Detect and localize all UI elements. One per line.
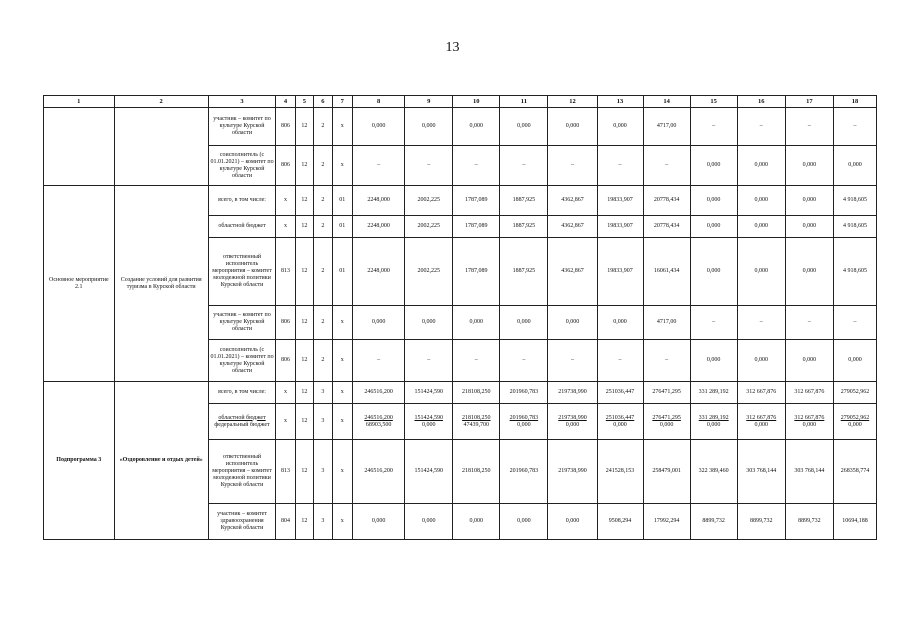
value-cell: 258479,001	[643, 440, 690, 504]
value-cell	[500, 404, 548, 440]
code-cell: 12	[295, 146, 313, 186]
code-cell: х	[332, 440, 352, 504]
table-row	[44, 108, 877, 146]
column-header: 13	[597, 96, 643, 108]
value-cell: –	[737, 108, 785, 146]
value-cell: 0,000	[690, 216, 737, 238]
value-cell: –	[500, 340, 548, 382]
value-cell: 4362,867	[548, 216, 597, 238]
column-header: 15	[690, 96, 737, 108]
value-cell: 0,000	[405, 504, 453, 540]
value-cell: 0,000	[352, 108, 404, 146]
value-cell: 4362,867	[548, 186, 597, 216]
program-name-cell: «Оздоровление и отдых детей»	[114, 382, 208, 540]
code-cell: х	[332, 146, 352, 186]
value-cell: 0,000	[737, 238, 785, 306]
column-header: 17	[785, 96, 833, 108]
value-cell: 246516,200	[352, 382, 404, 404]
value-cell: –	[597, 146, 643, 186]
value-cell: 8899,732	[737, 504, 785, 540]
value-cell: 0,000	[737, 216, 785, 238]
table-row	[44, 186, 877, 216]
column-header: 18	[833, 96, 876, 108]
value-cell: 312 667,876	[737, 382, 785, 404]
value-primary: 201960,783	[509, 414, 539, 421]
code-cell: х	[332, 404, 352, 440]
value-cell: 0,000	[405, 108, 453, 146]
column-header: 10	[453, 96, 500, 108]
responsible-cell: соисполнитель (с 01.01.2021) – комитет по культуре Курской области	[208, 340, 276, 382]
value-cell: 4717,00	[643, 306, 690, 340]
value-cell: 0,000	[597, 108, 643, 146]
code-cell: 2	[314, 186, 332, 216]
value-secondary: 0,000	[706, 421, 721, 428]
page-number: 13	[445, 40, 460, 55]
responsible-cell: всего, в том числе:	[208, 186, 276, 216]
code-cell: 3	[314, 440, 332, 504]
code-cell: 12	[295, 340, 313, 382]
code-cell: 806	[276, 146, 295, 186]
column-header: 9	[405, 96, 453, 108]
column-header: 6	[314, 96, 332, 108]
code-cell: 01	[332, 238, 352, 306]
value-cell: 2248,000	[352, 186, 404, 216]
value-cell: 0,000	[833, 146, 876, 186]
code-cell: х	[332, 108, 352, 146]
value-cell: 0,000	[690, 238, 737, 306]
value-cell: –	[833, 108, 876, 146]
value-cell: 2002,225	[405, 238, 453, 306]
responsible-cell: участник – комитет по культуре Курской области	[208, 108, 276, 146]
program-name-cell: Создание условий для развития туризма в Курской области	[114, 186, 208, 382]
value-cell: 1887,925	[500, 186, 548, 216]
code-cell: х	[332, 504, 352, 540]
value-cell: 0,000	[548, 306, 597, 340]
value-cell: 0,000	[690, 340, 737, 382]
value-cell: 8899,732	[690, 504, 737, 540]
value-cell: 16061,434	[643, 238, 690, 306]
value-cell: 151424,590	[405, 382, 453, 404]
value-cell: 322 389,460	[690, 440, 737, 504]
value-cell: 4 918,605	[833, 186, 876, 216]
value-cell: 1787,089	[453, 216, 500, 238]
value-cell: 1887,925	[500, 238, 548, 306]
value-cell: 10694,188	[833, 504, 876, 540]
code-cell: 3	[314, 504, 332, 540]
code-cell: 2	[314, 306, 332, 340]
value-cell: 0,000	[737, 146, 785, 186]
value-cell: 4362,867	[548, 238, 597, 306]
value-cell: 19833,907	[597, 186, 643, 216]
code-cell: 12	[295, 306, 313, 340]
value-cell: 0,000	[405, 306, 453, 340]
value-cell: 218108,250	[453, 440, 500, 504]
value-primary: 251036,447	[605, 414, 635, 421]
value-secondary: 0,000	[613, 421, 627, 428]
value-cell: 268358,774	[833, 440, 876, 504]
value-cell: 0,000	[500, 108, 548, 146]
value-cell: 0,000	[690, 186, 737, 216]
value-cell: 9508,294	[597, 504, 643, 540]
value-cell: 0,000	[500, 504, 548, 540]
value-cell: 4 918,605	[833, 238, 876, 306]
value-cell: 2248,000	[352, 216, 404, 238]
responsible-cell: областной бюджет	[208, 216, 276, 238]
value-cell: 1887,925	[500, 216, 548, 238]
value-cell: 2248,000	[352, 238, 404, 306]
code-cell: х	[276, 216, 295, 238]
code-cell: 2	[314, 146, 332, 186]
value-cell: 0,000	[352, 306, 404, 340]
value-cell: –	[405, 146, 453, 186]
value-cell: –	[500, 146, 548, 186]
responsible-cell: участник – комитет здравоохранения Курской области	[208, 504, 276, 540]
program-status-cell	[44, 108, 115, 186]
value-primary: 331 289,192	[698, 414, 729, 421]
budget-table	[43, 95, 877, 540]
value-secondary: 0,000	[848, 421, 862, 428]
value-primary: 246516,200	[364, 414, 393, 421]
value-cell: 246516,200	[352, 440, 404, 504]
value-cell: 0,000	[785, 146, 833, 186]
value-primary: 312 667,876	[746, 414, 777, 421]
code-cell: х	[332, 382, 352, 404]
value-cell: 279052,962	[833, 382, 876, 404]
value-primary: 312 667,876	[794, 414, 825, 421]
value-cell	[737, 404, 785, 440]
value-cell: 219738,990	[548, 382, 597, 404]
value-cell: 0,000	[548, 504, 597, 540]
value-secondary: 0,000	[421, 421, 436, 428]
value-cell: –	[785, 108, 833, 146]
value-cell	[352, 404, 404, 440]
code-cell: 2	[314, 238, 332, 306]
value-cell: 17992,294	[643, 504, 690, 540]
value-cell	[785, 404, 833, 440]
code-cell: 12	[295, 186, 313, 216]
responsible-cell: областной бюджет федеральный бюджет	[208, 404, 276, 440]
code-cell: 12	[295, 108, 313, 146]
value-cell: –	[453, 340, 500, 382]
responsible-cell: ответственный исполнитель мероприятия – комитет молодежной политики Курской области	[208, 440, 276, 504]
code-cell: 3	[314, 382, 332, 404]
code-cell: х	[276, 404, 295, 440]
code-cell: 12	[295, 404, 313, 440]
value-cell: 0,000	[453, 504, 500, 540]
value-cell: 151424,590	[405, 440, 453, 504]
code-cell: 3	[314, 404, 332, 440]
column-header: 7	[332, 96, 352, 108]
code-cell: 806	[276, 306, 295, 340]
column-header: 8	[352, 96, 404, 108]
value-secondary: 0,000	[517, 421, 531, 428]
value-cell: 1787,089	[453, 186, 500, 216]
value-cell: 219738,990	[548, 440, 597, 504]
value-cell: 0,000	[833, 340, 876, 382]
value-cell: –	[352, 340, 404, 382]
value-cell: 201960,783	[500, 440, 548, 504]
value-cell: 1787,089	[453, 238, 500, 306]
value-cell: –	[785, 306, 833, 340]
responsible-cell: всего, в том числе:	[208, 382, 276, 404]
value-cell: –	[597, 340, 643, 382]
value-cell: 0,000	[785, 340, 833, 382]
value-cell: 0,000	[453, 108, 500, 146]
program-status-cell: Подпрограмма 3	[44, 382, 115, 540]
value-cell: 0,000	[785, 186, 833, 216]
value-cell: –	[405, 340, 453, 382]
value-cell	[405, 404, 453, 440]
column-header: 12	[548, 96, 597, 108]
value-cell: 303 768,144	[737, 440, 785, 504]
code-cell: х	[276, 186, 295, 216]
value-primary: 279052,962	[840, 414, 870, 421]
program-status-cell: Основное мероприятие 2.1	[44, 186, 115, 382]
code-cell: 01	[332, 186, 352, 216]
column-header: 3	[208, 96, 276, 108]
value-secondary: 0,000	[659, 421, 674, 428]
value-cell: 241528,153	[597, 440, 643, 504]
responsible-cell: ответственный исполнитель мероприятия – комитет молодежной политики Курской области	[208, 238, 276, 306]
code-cell: 12	[295, 382, 313, 404]
code-cell: 2	[314, 216, 332, 238]
code-cell: х	[332, 306, 352, 340]
value-cell: –	[548, 340, 597, 382]
value-cell: 0,000	[500, 306, 548, 340]
value-primary: 219738,990	[558, 414, 587, 421]
code-cell: 813	[276, 238, 295, 306]
column-header: 14	[643, 96, 690, 108]
value-cell: –	[690, 306, 737, 340]
value-secondary: 0,000	[754, 421, 768, 428]
value-cell: 0,000	[785, 216, 833, 238]
value-cell: 218108,250	[453, 382, 500, 404]
value-cell: 276471,295	[643, 382, 690, 404]
code-cell: 12	[295, 216, 313, 238]
value-primary: 151424,590	[414, 414, 443, 421]
value-cell	[453, 404, 500, 440]
value-cell	[690, 404, 737, 440]
code-cell: 2	[314, 108, 332, 146]
value-cell: –	[453, 146, 500, 186]
value-cell	[833, 404, 876, 440]
value-cell: 8899,732	[785, 504, 833, 540]
value-secondary: 0,000	[565, 421, 580, 428]
value-cell: 19833,907	[597, 216, 643, 238]
value-cell: 0,000	[785, 238, 833, 306]
value-cell	[548, 404, 597, 440]
value-cell: –	[548, 146, 597, 186]
value-cell: 331 289,192	[690, 382, 737, 404]
value-cell: 20778,434	[643, 186, 690, 216]
value-primary: 218108,250	[462, 414, 491, 421]
value-cell: 2002,225	[405, 216, 453, 238]
value-cell: 0,000	[352, 504, 404, 540]
code-cell: 813	[276, 440, 295, 504]
table-row	[44, 382, 877, 404]
value-cell: 0,000	[690, 146, 737, 186]
value-cell: 4 918,605	[833, 216, 876, 238]
value-cell	[643, 404, 690, 440]
value-cell: –	[833, 306, 876, 340]
code-cell: 12	[295, 238, 313, 306]
responsible-cell: соисполнитель (с 01.01.2021) – комитет по культуре Курской области	[208, 146, 276, 186]
value-cell: 20778,434	[643, 216, 690, 238]
code-cell: 2	[314, 340, 332, 382]
value-cell: 0,000	[548, 108, 597, 146]
column-header: 4	[276, 96, 295, 108]
value-cell: 303 768,144	[785, 440, 833, 504]
value-cell: –	[352, 146, 404, 186]
column-header: 16	[737, 96, 785, 108]
code-cell: 12	[295, 504, 313, 540]
code-cell: 01	[332, 216, 352, 238]
value-cell: 0,000	[597, 306, 643, 340]
code-cell: х	[276, 382, 295, 404]
code-cell: 806	[276, 340, 295, 382]
value-cell	[597, 404, 643, 440]
code-cell: 12	[295, 440, 313, 504]
header-row	[44, 96, 877, 108]
value-cell: 19833,907	[597, 238, 643, 306]
value-cell: 251036,447	[597, 382, 643, 404]
code-cell: 804	[276, 504, 295, 540]
value-primary: 276471,295	[652, 414, 681, 421]
column-header: 2	[114, 96, 208, 108]
value-cell: 4717,00	[643, 108, 690, 146]
value-cell: 0,000	[453, 306, 500, 340]
column-header: 1	[44, 96, 115, 108]
code-cell: х	[332, 340, 352, 382]
value-cell: –	[737, 306, 785, 340]
value-secondary: 0,000	[802, 421, 817, 428]
value-cell: 0,000	[737, 340, 785, 382]
value-cell: 201960,783	[500, 382, 548, 404]
column-header: 11	[500, 96, 548, 108]
code-cell: 806	[276, 108, 295, 146]
column-header: 5	[295, 96, 313, 108]
value-cell: 2002,225	[405, 186, 453, 216]
value-secondary: 47439,700	[463, 421, 490, 428]
value-secondary: 68903,500	[365, 421, 392, 428]
value-cell: –	[690, 108, 737, 146]
responsible-cell: участник – комитет по культуре Курской области	[208, 306, 276, 340]
program-name-cell	[114, 108, 208, 186]
value-cell: 0,000	[737, 186, 785, 216]
value-cell: –	[643, 146, 690, 186]
value-cell: 312 667,876	[785, 382, 833, 404]
value-cell: –	[643, 340, 690, 382]
